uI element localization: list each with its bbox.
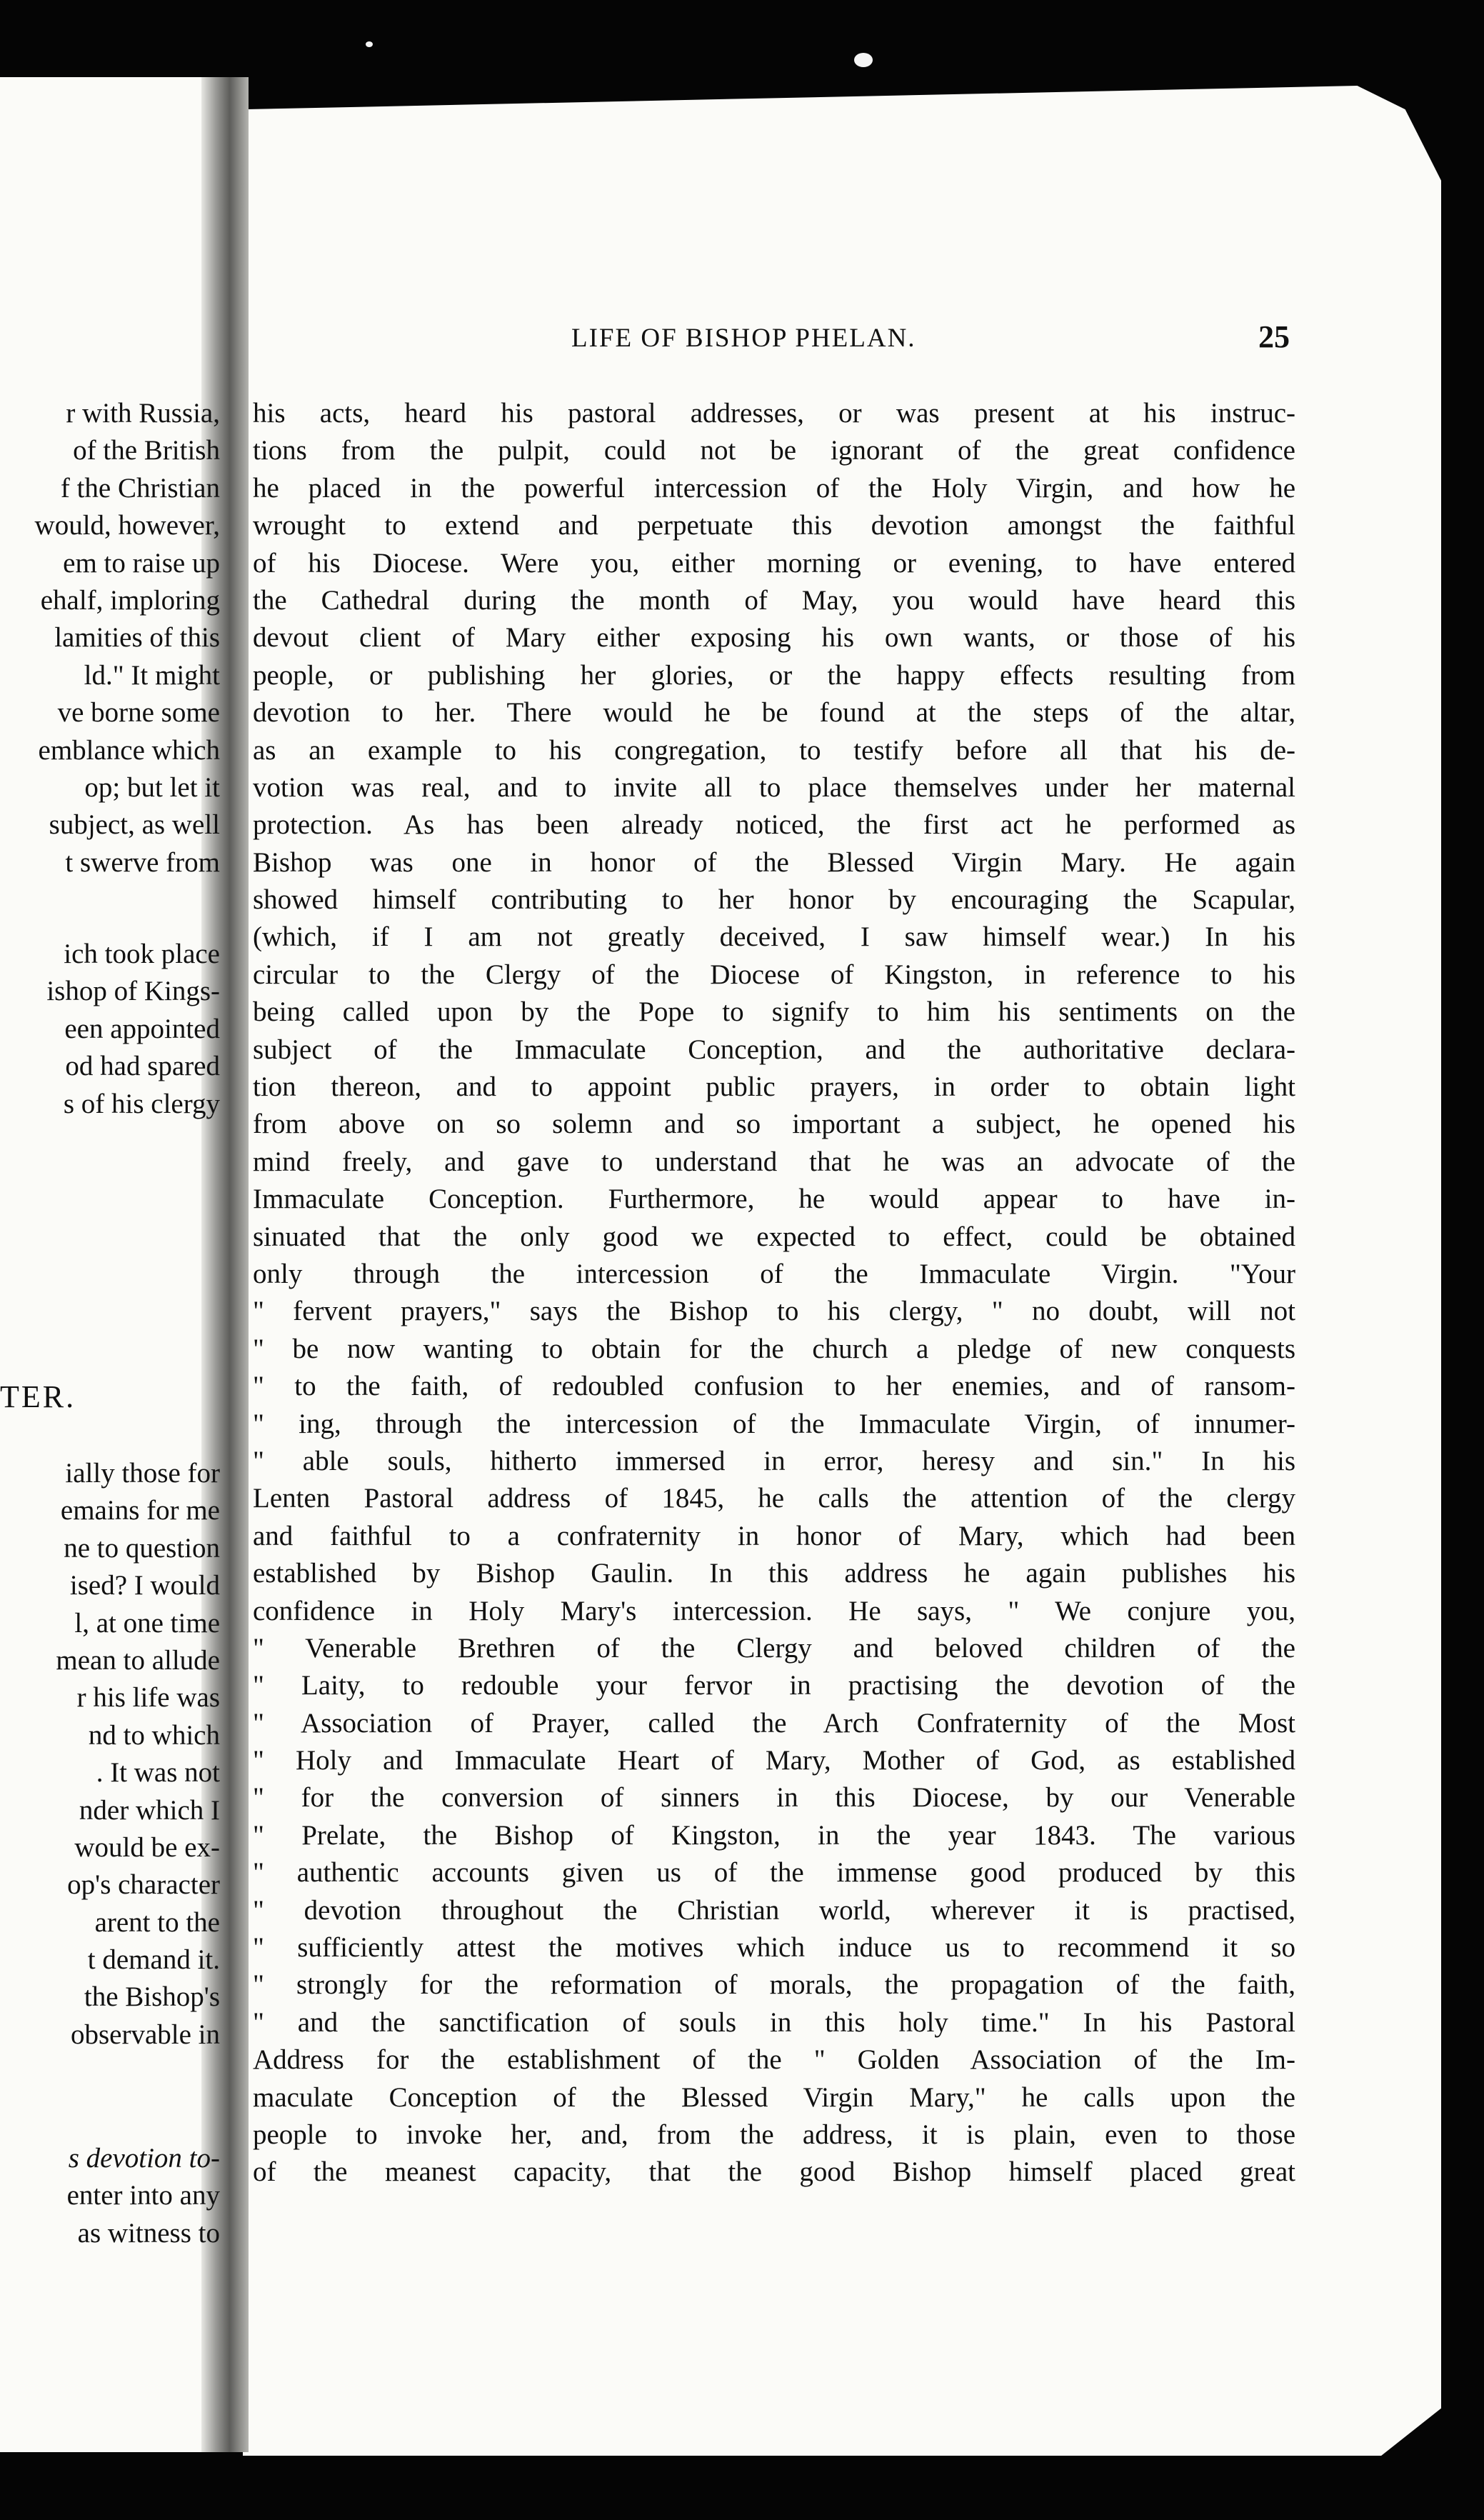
text-line: nder which I	[79, 1794, 220, 1826]
text-line: would be ex-	[74, 1831, 220, 1863]
text-line: and faithful to a confraternity in honor of Mary, which had been	[253, 1520, 1295, 1551]
text-line: em to raise up	[63, 547, 220, 579]
text-line: ially those for	[65, 1458, 220, 1489]
text-line: s of his clergy	[63, 1088, 220, 1119]
text-line: only through the intercession of the Immaculate Virgin. "Your	[253, 1258, 1295, 1289]
text-line: Address for the establishment of the " Golden Association of the Im-	[253, 2044, 1295, 2076]
text-line: emblance which	[38, 734, 220, 766]
text-line: his acts, heard his pastoral addresses, or was present at his instruc-	[253, 398, 1295, 429]
text-line: Bishop was one in honor of the Blessed Virgin Mary. He again	[253, 846, 1295, 878]
text-line: ishop of Kings-	[46, 976, 220, 1007]
text-line: " sufficiently attest the motives which induce us to recommend it so	[253, 1932, 1295, 1964]
text-line: " authentic accounts given us of the immense good produced by this	[253, 1857, 1295, 1889]
text-line: f the Christian	[60, 472, 220, 504]
text-line: ld." It might	[84, 659, 220, 691]
text-line: lamities of this	[54, 622, 220, 654]
text-line: from above on so solemn and so important a subject, he opened his	[253, 1109, 1295, 1140]
text-line: of the British	[73, 435, 220, 466]
text-line: nd to which	[88, 1719, 220, 1751]
left-column-heading: TER.	[0, 1379, 76, 1414]
text-line: ve borne some	[57, 697, 220, 729]
text-line: maculate Conception of the Blessed Virgin Mary," he calls upon the	[253, 2081, 1295, 2113]
text-line: being called upon by the Pope to signify to him his sentiments on the	[253, 996, 1295, 1028]
text-line: the Bishop's	[84, 1981, 220, 2013]
text-line: " Prelate, the Bishop of Kingston, in the year 1843. The various	[253, 1819, 1295, 1851]
text-line: sinuated that the only good we expected to effect, could be obtained	[253, 1221, 1295, 1252]
text-line: " Association of Prayer, called the Arch Confraternity of the Most	[253, 1707, 1295, 1739]
text-line: " able souls, hitherto immersed in error, heresy and sin." In his	[253, 1445, 1295, 1476]
text-line: " ing, through the intercession of the Immaculate Virgin, of innumer-	[253, 1408, 1295, 1439]
text-line: mind freely, and gave to understand that he was an advocate of the	[253, 1146, 1295, 1177]
text-line: t swerve from	[65, 846, 220, 878]
text-line: people to invoke her, and, from the address, it is plain, even to those	[253, 2119, 1295, 2150]
text-line: devout client of Mary either exposing his own wants, or those of his	[253, 622, 1295, 654]
text-line: confidence in Holy Mary's intercession. He says, " We conjure you,	[253, 1595, 1295, 1626]
text-line: s devotion to-	[68, 2143, 220, 2174]
text-line: r with Russia,	[66, 398, 220, 429]
text-line: wrought to extend and perpetuate this devotion amongst the faithful	[253, 510, 1295, 541]
left-column-block-4	[0, 2140, 220, 2252]
right-column-text	[253, 395, 1295, 2191]
running-head: LIFE OF BISHOP PHELAN.	[571, 324, 916, 353]
text-line: emains for me	[60, 1495, 220, 1526]
text-line: " and the sanctification of souls in this holy time." In his Pastoral	[253, 2006, 1295, 2038]
text-line: " Venerable Brethren of the Clergy and beloved children of the	[253, 1632, 1295, 1664]
text-line: protection. As has been already noticed, the first act he performed as	[253, 809, 1295, 841]
text-line: of the meanest capacity, that the good Bishop himself placed great	[253, 2156, 1295, 2188]
text-line: the Cathedral during the month of May, you would have heard this	[253, 584, 1295, 616]
text-line: mean to allude	[56, 1644, 220, 1676]
text-line: as witness to	[77, 2217, 220, 2249]
text-line: op's character	[67, 1869, 220, 1901]
text-line: l, at one time	[74, 1607, 220, 1639]
text-line: " Laity, to redouble your fervor in practising the devotion of the	[253, 1670, 1295, 1701]
text-line: ised? I would	[69, 1570, 220, 1601]
text-line: (which, if I am not greatly deceived, I saw himself wear.) In his	[253, 921, 1295, 953]
text-line: enter into any	[66, 2180, 220, 2211]
text-line: ich took place	[64, 939, 220, 969]
left-column-block-2	[0, 936, 220, 1123]
text-line: arent to the	[94, 1906, 220, 1938]
scan-speck	[366, 41, 373, 47]
text-line: . It was not	[96, 1757, 220, 1789]
text-line: subject, as well	[49, 809, 220, 841]
text-line: od had spared	[65, 1051, 220, 1082]
left-column-block-3	[0, 1455, 220, 2054]
text-line: r his life was	[76, 1682, 220, 1714]
page-number: 25	[1258, 319, 1290, 354]
text-line: t demand it.	[87, 1944, 220, 1976]
text-line: op; but let it	[84, 771, 220, 803]
text-line: " to the faith, of redoubled confusion to her enemies, and of ransom-	[253, 1371, 1295, 1402]
text-line: as an example to his congregation, to testify before all that his de-	[253, 734, 1295, 766]
text-line: of his Diocese. Were you, either morning or evening, to have entered	[253, 547, 1295, 579]
text-line: " be now wanting to obtain for the church a pledge of new conquests	[253, 1333, 1295, 1364]
text-line: " fervent prayers," says the Bishop to his clergy, " no doubt, will not	[253, 1296, 1295, 1327]
text-line: he placed in the powerful intercession of the Holy Virgin, and how he	[253, 472, 1295, 504]
text-line: tion thereon, and to appoint public prayers, in order to obtain light	[253, 1071, 1295, 1103]
text-line: observable in	[70, 2019, 220, 2050]
text-line: devotion to her. There would he be found at the steps of the altar,	[253, 697, 1295, 729]
scan-speck	[854, 53, 873, 67]
text-line: een appointed	[64, 1013, 220, 1044]
text-line: circular to the Clergy of the Diocese of Kingston, in reference to his	[253, 959, 1295, 990]
text-line: people, or publishing her glories, or the happy effects resulting from	[253, 659, 1295, 691]
text-line: tions from the pulpit, could not be ignorant of the great confidence	[253, 435, 1295, 466]
text-line: " devotion throughout the Christian world, wherever it is practised,	[253, 1894, 1295, 1926]
text-line: " strongly for the reformation of morals, the propagation of the faith,	[253, 1969, 1295, 2001]
text-line: Lenten Pastoral address of 1845, he calls the attention of the clergy	[253, 1483, 1295, 1514]
text-line: showed himself contributing to her honor by encouraging the Scapular,	[253, 884, 1295, 916]
text-line: ne to question	[64, 1532, 220, 1564]
text-line: ehalf, imploring	[40, 584, 220, 616]
text-line: established by Bishop Gaulin. In this address he again publishes his	[253, 1558, 1295, 1589]
text-line: subject of the Immaculate Conception, and the authoritative declara-	[253, 1034, 1295, 1065]
text-line: Immaculate Conception. Furthermore, he would appear to have in-	[253, 1184, 1295, 1215]
text-line: would, however,	[34, 510, 220, 541]
text-line: " Holy and Immaculate Heart of Mary, Mother of God, as established	[253, 1745, 1295, 1776]
text-line: votion was real, and to invite all to place themselves under her maternal	[253, 771, 1295, 803]
text-line: " for the conversion of sinners in this Diocese, by our Venerable	[253, 1782, 1295, 1814]
left-column-block-1	[0, 395, 220, 881]
